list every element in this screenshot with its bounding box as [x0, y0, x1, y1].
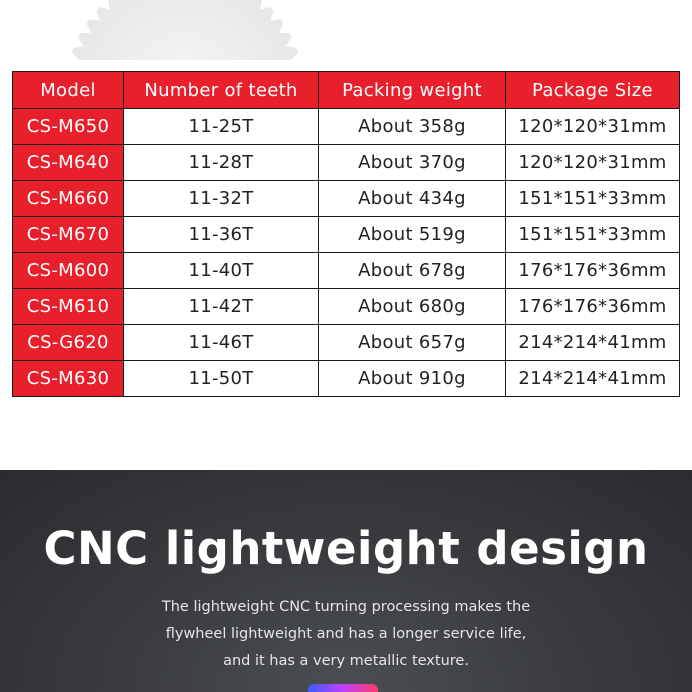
column-header-model: Model	[13, 72, 124, 109]
teeth-cell: 11-28T	[124, 145, 319, 181]
column-header-weight: Packing weight	[319, 72, 506, 109]
size-cell: 151*151*33mm	[506, 217, 680, 253]
size-cell: 176*176*36mm	[506, 253, 680, 289]
promo-description-line: The lightweight CNC turning processing makes the	[161, 599, 531, 615]
weight-cell: About 519g	[319, 217, 506, 253]
table-row	[13, 145, 680, 181]
size-cell: 120*120*31mm	[506, 145, 680, 181]
table-header-row	[13, 72, 680, 109]
promo-description	[0, 594, 692, 675]
table-row	[13, 217, 680, 253]
weight-cell: About 678g	[319, 253, 506, 289]
teeth-cell: 11-32T	[124, 181, 319, 217]
model-cell: CS-G620	[13, 325, 124, 361]
table-row	[13, 181, 680, 217]
weight-cell: About 680g	[319, 289, 506, 325]
model-cell: CS-M670	[13, 217, 124, 253]
model-cell: CS-M630	[13, 361, 124, 397]
weight-cell: About 370g	[319, 145, 506, 181]
table-row	[13, 325, 680, 361]
promo-section	[0, 470, 692, 692]
promo-description-line: and it has a very metallic texture.	[223, 653, 469, 669]
weight-cell: About 358g	[319, 109, 506, 145]
size-cell: 214*214*41mm	[506, 361, 680, 397]
weight-cell: About 434g	[319, 181, 506, 217]
spec-table	[12, 71, 680, 397]
promo-description-line: flywheel lightweight and has a longer service life,	[165, 626, 527, 642]
size-cell: 151*151*33mm	[506, 181, 680, 217]
teeth-cell: 11-36T	[124, 217, 319, 253]
teeth-cell: 11-25T	[124, 109, 319, 145]
gear-shape	[66, 0, 304, 60]
table-row	[13, 109, 680, 145]
model-cell: CS-M640	[13, 145, 124, 181]
column-header-size: Package Size	[506, 72, 680, 109]
table-row	[13, 253, 680, 289]
table-row	[13, 361, 680, 397]
table-row	[13, 289, 680, 325]
teeth-cell: 11-42T	[124, 289, 319, 325]
badge-decoration	[308, 684, 378, 692]
size-cell: 120*120*31mm	[506, 109, 680, 145]
size-cell: 214*214*41mm	[506, 325, 680, 361]
size-cell: 176*176*36mm	[506, 289, 680, 325]
model-cell: CS-M600	[13, 253, 124, 289]
gear-icon	[60, 0, 310, 60]
model-cell: CS-M650	[13, 109, 124, 145]
teeth-cell: 11-46T	[124, 325, 319, 361]
teeth-cell: 11-50T	[124, 361, 319, 397]
weight-cell: About 657g	[319, 325, 506, 361]
weight-cell: About 910g	[319, 361, 506, 397]
teeth-cell: 11-40T	[124, 253, 319, 289]
model-cell: CS-M610	[13, 289, 124, 325]
promo-title: CNC lightweight design	[43, 522, 649, 575]
column-header-teeth: Number of teeth	[124, 72, 319, 109]
model-cell: CS-M660	[13, 181, 124, 217]
